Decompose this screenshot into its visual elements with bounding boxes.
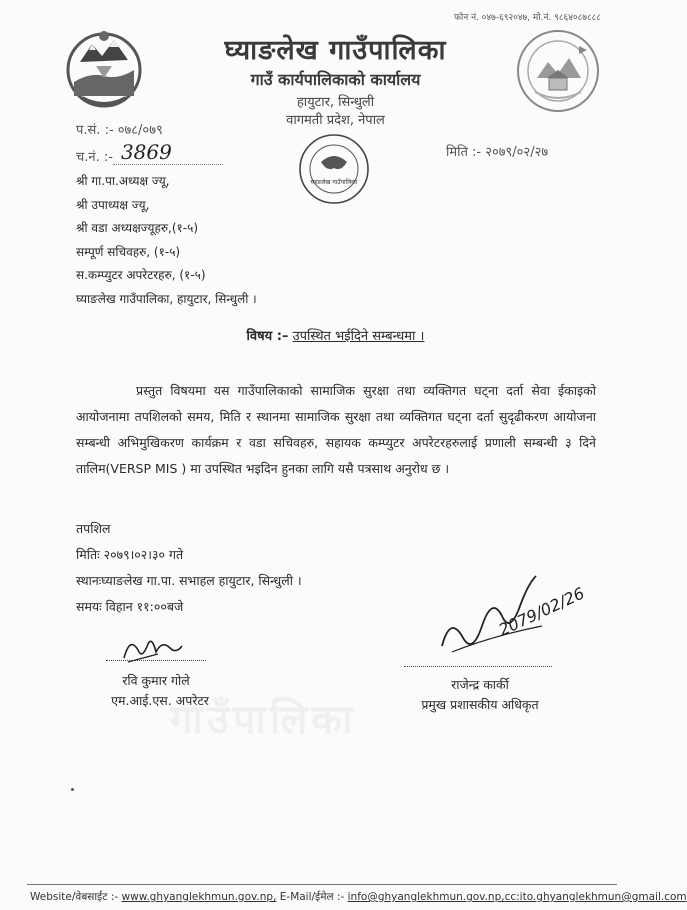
footer-email-label: E-Mail/ईमेल :- <box>279 891 345 903</box>
body-text: प्रस्तुत विषयमा यस गाउँपालिकाको सामाजिक सुरक्षा तथा व्यक्तिगत घट्ना दर्ता सेवा ईकाइको आयोजनामा तपशिलको समय, मिति र स्थानमा सामाजिक सुरक्षा तथा व्यक्तिगत घट्ना दर्ता सुदृढीकरण आयोजना सम्बन्धी अभिमुखिकरण कार्यक्रम र वडा सचिवहरु, सहायक कम्प्युटर अपरेटरहरुलाई प्रणाली सम्बन्धी ३ दिने तालिम(VERSP MIS ) मा उपस्थित भइदिन हुनका लागि यसै पत्रसाथ अनुरोध छ । <box>76 383 596 476</box>
letter-date: मिति :- २०७९/०२/२७ <box>446 145 549 160</box>
phone-line: फोन नं. ०४७-६९२०४७, मो.नं. ९८६४०८७८८८ <box>453 13 601 23</box>
recipient-item: श्री गा.पा.अध्यक्ष ज्यू, <box>76 174 170 188</box>
footer-cc-link[interactable]: cc:ito.ghyanglekhmun@gmail.com <box>504 891 687 903</box>
stray-dot <box>71 788 74 791</box>
left-signature-line <box>106 660 206 661</box>
reference-cn <box>76 140 223 165</box>
footer-website-label: Website/वेबसाईट :- <box>30 891 119 903</box>
stamp-text: घ्याङलेख गाउँपालिका <box>310 179 358 186</box>
recipient-list <box>76 170 257 312</box>
schedule-date: मितिः २०७९।०२।३० गते <box>76 547 184 562</box>
letterhead-subtitle: गाउँ कार्यपालिकाको कार्यालय <box>250 70 421 89</box>
right-signature-icon <box>432 566 588 666</box>
recipient-item: सम्पूर्ण सचिवहरु, (१-५) <box>76 244 181 259</box>
recipient-item: घ्याङलेख गाउँपालिका, हायुटार, सिन्धुली । <box>76 291 257 306</box>
schedule-time: समयः विहान ११:००बजे <box>76 599 184 614</box>
recipient-item: स.कम्प्युटर अपरेटरहरु, (१-५) <box>76 268 206 283</box>
right-signature-line <box>404 666 552 667</box>
cn-label: च.नं. :- <box>76 150 113 165</box>
recipient-item: श्री वडा अध्यक्षज्यूहरु,(१-५) <box>76 221 199 236</box>
letterhead-title: घ्याङलेख गाउँपालिका <box>224 35 447 66</box>
official-stamp-icon <box>297 132 371 206</box>
watermark <box>170 690 356 745</box>
footer-divider <box>27 884 617 885</box>
reference-ps: प.सं. :- ०७८/०७९ <box>76 123 163 138</box>
footer <box>30 890 687 904</box>
address-line-1: हायुटार, सिन्धुली <box>296 95 375 110</box>
subject-label: विषय :– <box>246 329 289 344</box>
left-signatory-title: एम.आई.एस. अपरेटर <box>111 693 209 708</box>
letter-body <box>76 378 596 482</box>
schedule-heading: तपशिल <box>76 521 111 536</box>
cn-handwritten: 3869 <box>120 140 172 164</box>
footer-email-link[interactable]: info@ghyanglekhmun.gov.np, <box>347 891 505 903</box>
right-signatory-name: राजेन्द्र कार्की <box>451 677 509 692</box>
schedule-place: स्थानःघ्याङलेख गा.पा. सभाहल हायुटार, सिन्धुली । <box>76 573 302 588</box>
right-signatory-title: प्रमुख प्रशासकीय अधिकृत <box>421 697 539 712</box>
subject-line <box>0 326 671 344</box>
address-line-2: वागमती प्रदेश, नेपाल <box>286 113 385 128</box>
subject-text: उपस्थित भईदिने सम्बन्धमा । <box>292 329 425 344</box>
recipient-item: श्री उपाध्यक्ष ज्यू, <box>76 197 150 212</box>
schedule-block <box>76 516 302 620</box>
footer-website-link[interactable]: www.ghyanglekhmun.gov.np, <box>121 891 277 903</box>
right-signature-date: 2079/02/26 <box>495 583 588 640</box>
left-signatory-name: रवि कुमार गोले <box>122 673 190 688</box>
